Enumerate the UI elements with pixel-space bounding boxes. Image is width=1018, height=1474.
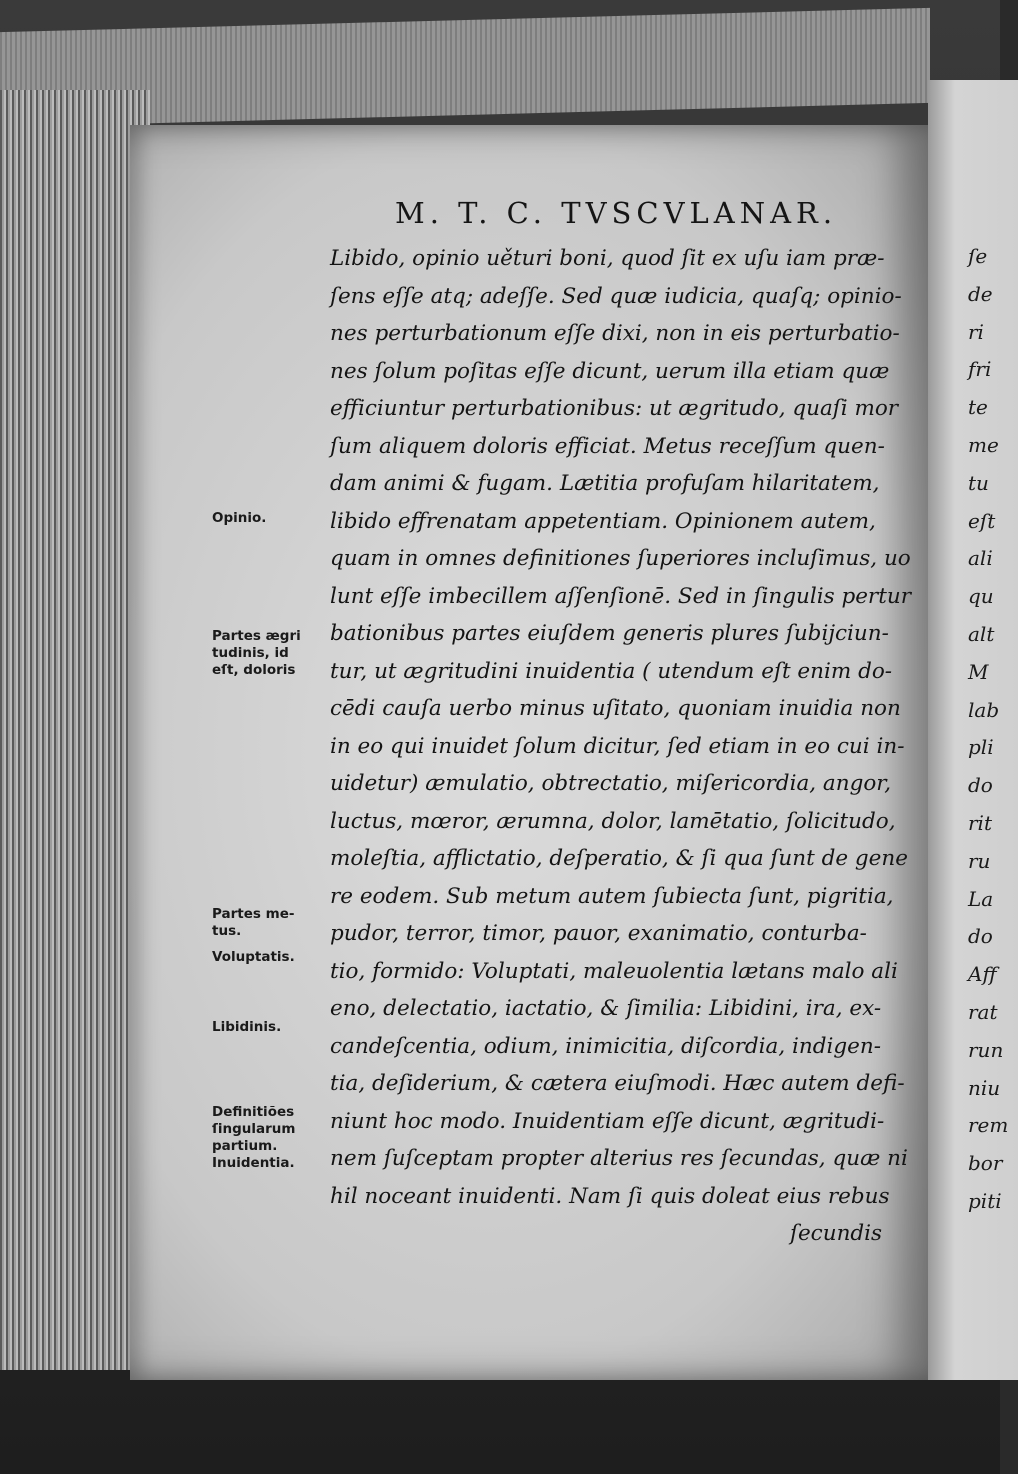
fragment: ru [968, 848, 991, 873]
text-line: cēdi cauſa uerbo minus uſitato, quoniam inuidia non [330, 696, 901, 721]
fragment: do [968, 924, 993, 949]
text-line: efficiuntur perturbationibus: ut ægritudo, quaſi mor [330, 396, 899, 421]
fragment: M [968, 659, 989, 684]
text-line: dam animi & fugam. Lætitia profuſam hilaritatem, [330, 471, 880, 496]
fragment: ſe [968, 244, 988, 268]
marginal-line: tudinis, id [212, 645, 289, 661]
fragment: de [968, 281, 993, 306]
marginal-line: tus. [212, 923, 242, 939]
marginal-note-voluptatis: Voluptatis. [212, 949, 295, 965]
fragment: ri [968, 319, 984, 344]
fragment: do [968, 773, 993, 798]
text-line: re eodem. Sub metum autem ſubiecta ſunt, pigritia, [330, 883, 894, 909]
text-line: ſecundis [790, 1221, 883, 1246]
fragment: rem [968, 1113, 1009, 1138]
text-line: in eo qui inuidet ſolum dicitur, ſed etiam in eo cui in- [330, 733, 905, 759]
marginal-line: partium. [212, 1138, 278, 1154]
fragment: Aff [968, 962, 997, 987]
fragment: rat [968, 999, 998, 1024]
text-line: bationibus partes eiuſdem generis plures ſubijciun- [330, 621, 889, 646]
text-line: candeſcentia, odium, inimicitia, diſcordia, indigen- [330, 1033, 881, 1059]
text-line: tur, ut ægritudini inuidentia ( utendum eſt enim do- [330, 658, 893, 684]
text-line: tio, formido: Voluptati, maleuolentia lætans malo ali [330, 958, 898, 984]
marginal-note-definitiones [212, 1104, 295, 1172]
text-line: Libido, opinio uěturi boni, quod ſit ex uſu iam præ- [330, 246, 885, 271]
fragment: pli [968, 735, 994, 760]
text-line: pudor, terror, timor, pauor, exanimatio, conturba- [330, 921, 867, 946]
fragment: qu [968, 584, 994, 609]
text-line: quam in omnes definitiones ſuperiores incluſimus, uo [330, 546, 911, 571]
fragment: me [968, 432, 999, 457]
marginal-line: Inuidentia. [212, 1155, 295, 1171]
running-head: M. T. C. TVSCVLANAR. [395, 196, 838, 230]
marginal-note-libidinis: Libidinis. [212, 1019, 282, 1035]
marginal-line: Partes ægri [212, 628, 301, 644]
text-line: nem ſuſceptam propter alterius res ſecundas, quæ ni [330, 1146, 908, 1171]
body-text [330, 240, 920, 1253]
text-line: ſens eſſe atq; adeſſe. Sed quæ iudicia, quaſq; opinio- [330, 283, 902, 309]
marginal-note-partes-aegritudinis [212, 628, 301, 679]
marginal-note-opinio: Opinio. [212, 510, 267, 526]
marginal-line: eſt, doloris [212, 662, 296, 678]
text-line: hil noceant inuidenti. Nam ſi quis doleat eius rebus [330, 1183, 890, 1209]
fragment: alt [968, 621, 995, 646]
fragment: run [968, 1037, 1004, 1062]
text-line: niunt hoc modo. Inuidentiam eſſe dicunt, ægritudi- [330, 1108, 885, 1134]
fragment: La [968, 886, 994, 911]
text-line: tia, deſiderium, & cætera eiuſmodi. Hæc autem defi- [330, 1071, 905, 1096]
right-page-text-fragments [968, 238, 1008, 1221]
text-line: libido effrenatam appetentiam. Opinionem autem, [330, 508, 876, 534]
marginal-line: Definitiões [212, 1104, 295, 1120]
page-edges-fore [0, 90, 150, 1370]
fragment: fri [968, 357, 992, 382]
text-line: eno, delectatio, iactatio, & ſimilia: Libidini, ira, ex- [330, 996, 882, 1021]
fragment: piti [968, 1188, 1002, 1213]
fragment: tu [968, 470, 989, 495]
fragment: ali [968, 546, 993, 571]
fragment: niu [968, 1075, 1001, 1100]
marginal-note-partes-metus [212, 906, 294, 940]
text-line: lunt eſſe imbecillem aſſenſionē. Sed in ſingulis pertur [330, 583, 911, 609]
text-line: moleſtia, afflictatio, deſperatio, & ſi qua ſunt de gene [330, 846, 908, 871]
fragment: rit [968, 810, 992, 835]
fragment: bor [968, 1151, 1003, 1176]
marginal-line: Partes me- [212, 906, 295, 922]
text-line: uidetur) æmulatio, obtrectatio, miſericordia, angor, [330, 771, 892, 796]
text-line: nes ſolum poſitas eſſe dicunt, uerum illa etiam quæ [330, 358, 890, 384]
text-line: nes perturbationum eſſe dixi, non in eis perturbatio- [330, 321, 900, 346]
fragment: lab [968, 697, 1000, 722]
fragment: eſt [968, 508, 996, 533]
fragment: te [968, 395, 988, 420]
marginal-line: ſingularum [212, 1121, 296, 1137]
text-line: luctus, mœror, ærumna, dolor, lamētatio, ſolicitudo, [330, 808, 896, 834]
text-line: ſum aliquem doloris efficiat. Metus receſſum quen- [330, 433, 885, 459]
